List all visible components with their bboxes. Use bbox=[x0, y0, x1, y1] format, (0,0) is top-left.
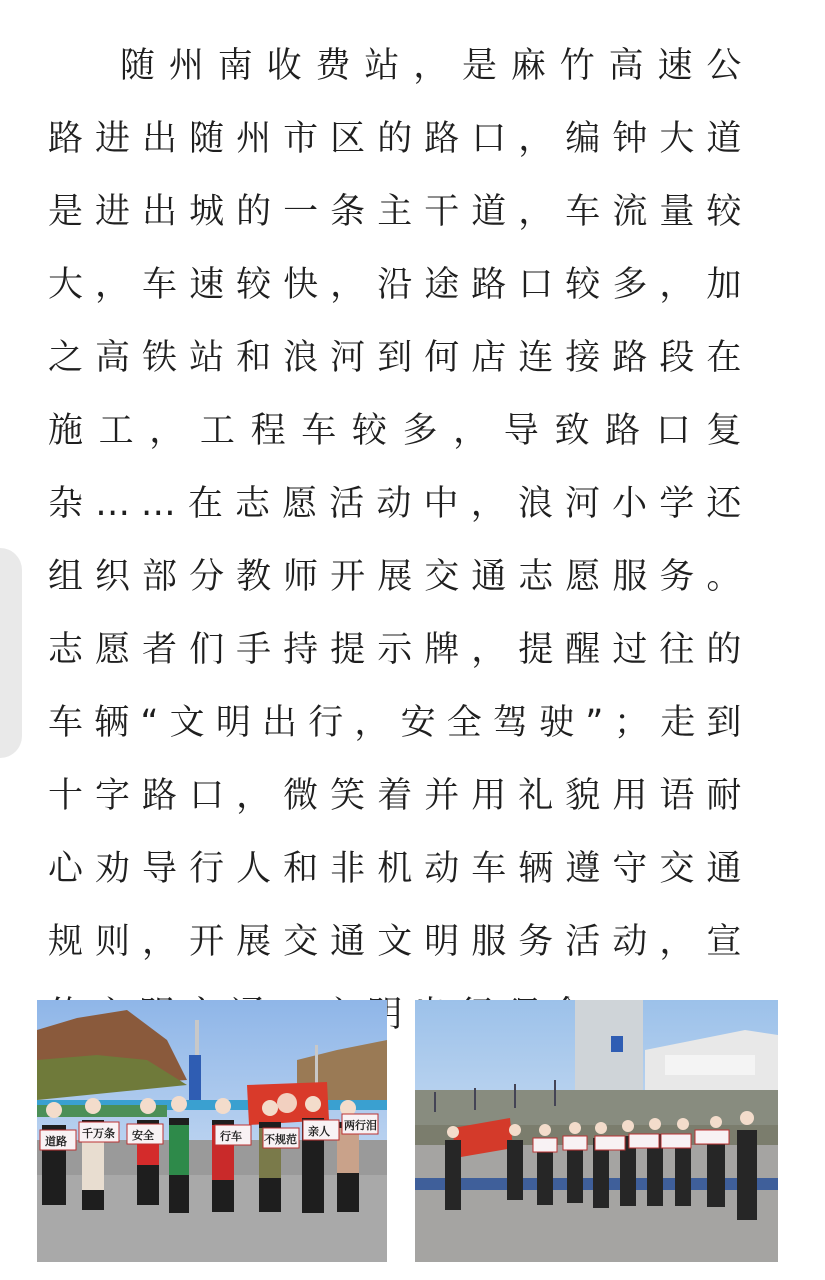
sign-text-2: 千万条 bbox=[82, 1127, 115, 1140]
article-paragraph: 随州南收费站，是麻竹高速公路进出随州市区的路口，编钟大道是进出城的一条主干道，车流量较大，车速较快，沿途路口较多，加之高铁站和浪河到何店连接路段在施工，工程车较多，导致路口复杂……在志愿活动中，浪河小学还组织部分教师开展交通志愿服务。志愿者们手持提示牌，提醒过往的车辆“文明出行，安全驾驶”；走到十字路口，微笑着并用礼貌用语耐心劝导行人和非机动车辆遵守交通规则，开展交通文明服务活动，宣 文明出 bbox=[48, 46, 752, 1035]
sign-text-5: 不规范 bbox=[264, 1133, 297, 1146]
side-drawer-handle[interactable] bbox=[0, 548, 22, 758]
photo-volunteers-roadside[interactable] bbox=[415, 1000, 778, 1262]
photo-volunteers-toll-station[interactable] bbox=[37, 1000, 387, 1262]
sign-text-6: 亲人 bbox=[308, 1125, 330, 1138]
sign-text-1: 道路 bbox=[45, 1135, 67, 1148]
article-body bbox=[48, 30, 752, 1052]
sign-text-7: 两行泪 bbox=[344, 1119, 377, 1132]
sign-text-3: 安全 bbox=[132, 1129, 154, 1142]
photo-scene-left bbox=[37, 1000, 387, 1262]
photo-scene-right bbox=[415, 1000, 778, 1262]
sign-text-4: 行车 bbox=[220, 1130, 242, 1143]
